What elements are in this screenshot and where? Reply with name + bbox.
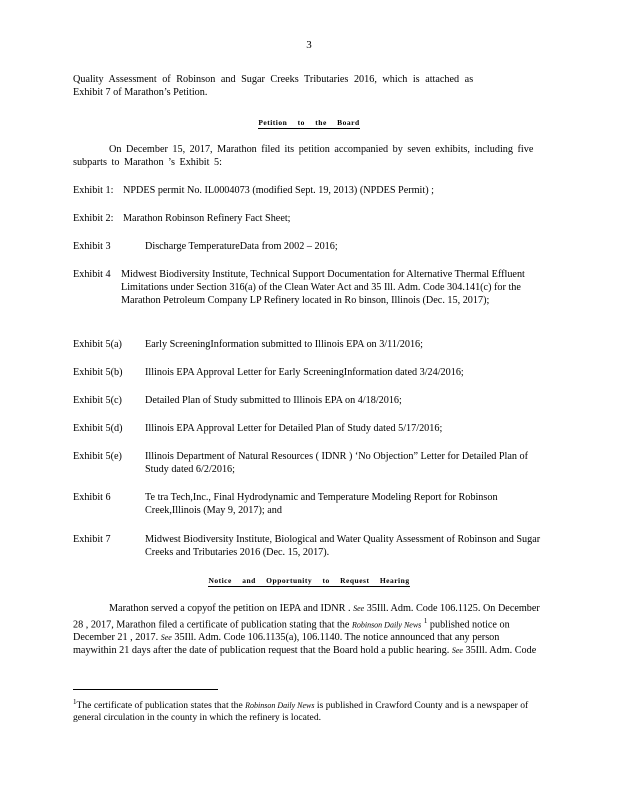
exhibit-text: Midwest Biodiversity Institute, Technical Support Documentation for Alternative Thermal Effluent Limitations under Section 316(a) of the Clean Water Act and 35 Ill. Adm. Code 304.141(c) for the Marathon Petroleum Company LP Refinery located in Ro binson, Illinois (Dec. 15, 2017); — [121, 269, 525, 306]
exhibit-label: Exhibit 5(c) — [73, 395, 122, 406]
page-number: 3 — [306, 39, 312, 51]
footnote-reference: 1 — [423, 617, 428, 625]
exhibit-text: Discharge TemperatureData from 2002 – 2016; — [145, 241, 338, 252]
footnote: $^1$The certificate of publication states that the Robinson Daily News is published in Crawford County and is a newspaper of general circulation in the county in which the refinery is located. — [73, 698, 529, 724]
intro-paragraph — [73, 73, 543, 99]
footnote-number: 1 — [73, 698, 77, 706]
newspaper-name: Robinson Daily News — [351, 620, 422, 630]
exhibit-text: Detailed Plan of Study submitted to Illinois EPA on 4/18/2016; — [145, 395, 402, 406]
exhibit-label: Exhibit 6 — [73, 492, 111, 503]
exhibit-text: Te tra Tech,Inc., Final Hydrodynamic and Temperature Modeling Report for Robinson Creek,Illinois (May 9, 2017); and — [145, 492, 498, 516]
exhibit-label: Exhibit 2: — [73, 213, 114, 224]
exhibit-text: Marathon Robinson Refinery Fact Sheet; — [123, 213, 291, 224]
exhibit-label: Exhibit 5(a) — [73, 339, 122, 350]
exhibit-label: Exhibit 5(e) — [73, 451, 122, 462]
exhibit-label: Exhibit 4 — [73, 269, 111, 280]
exhibit-label: Exhibit 5(d) — [73, 423, 123, 434]
exhibit-text: Illinois Department of Natural Resources ( IDNR ) ‘No Objection” Letter for Detailed Plan of Study dated 6/2/2016; — [145, 451, 529, 475]
newspaper-name: Robinson Daily News — [245, 701, 315, 711]
footnote-divider — [73, 689, 218, 690]
intro-line-1: Quality Assessment of Robinson and Sugar Creeks Tributaries 2016, which is attached as — [73, 74, 474, 85]
exhibit-label: Exhibit 5(b) — [73, 367, 123, 378]
exhibit-label: Exhibit 7 — [73, 534, 111, 545]
notice-paragraph: Marathon served a copyof the petition on IEPA and IDNR . See 35Ill. Adm. Code 106.1125. On December 28 , 2017, Marathon filed a certificate of publication stating that the Robinson Daily News $^1$ published notice on December 21 , 2017. See 35Ill. Adm. Code 106.1135(a), 106.1140. The notice announced that any person maywithin 21 days after the date of publication request that the Board hold a public hearing. See 35Ill. Adm. Code — [73, 603, 540, 657]
exhibit-label: Exhibit 1: — [73, 185, 114, 196]
petition-paragraph: On December 15, 2017, Marathon filed its petition accompanied by seven exhibits, including five subparts to Marathon ’s Exhibit 5: — [73, 144, 534, 168]
exhibit-text: Illinois EPA Approval Letter for Early ScreeningInformation dated 3/24/2016; — [145, 367, 464, 378]
exhibit-label: Exhibit 3 — [73, 241, 111, 252]
exhibit-text: NPDES permit No. IL0004073 (modified Sept. 19, 2013) (NPDES Permit) ; — [123, 185, 434, 196]
exhibit-text: Midwest Biodiversity Institute, Biological and Water Quality Assessment of Robinson and Sugar Creeks and Tributaries 2016 (Dec. 15, 2017). — [145, 534, 541, 558]
exhibit-text: Early ScreeningInformation submitted to Illinois EPA on 3/11/2016; — [145, 339, 423, 350]
exhibit-text: Illinois EPA Approval Letter for Detailed Plan of Study dated 5/17/2016; — [145, 423, 443, 434]
section-heading-petition: Petition to the Board — [258, 118, 360, 127]
intro-line-2: Exhibit 7 of Marathon’s Petition. — [73, 87, 208, 98]
section-heading-notice: Notice and Opportunity to Request Hearing — [208, 576, 410, 585]
